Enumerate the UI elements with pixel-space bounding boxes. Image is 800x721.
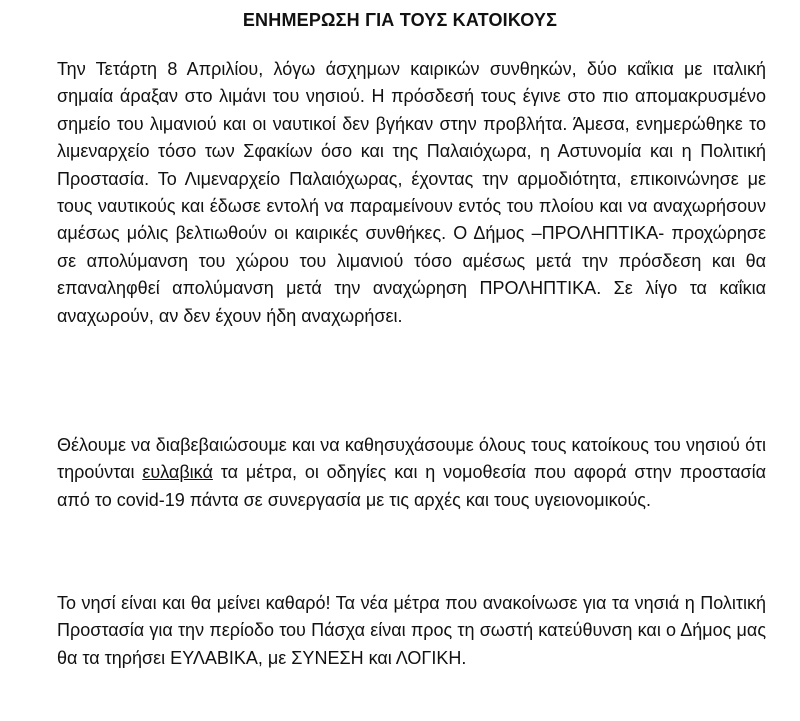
paragraph-conclusion: Το νησί είναι και θα μείνει καθαρό! Τα νέα μέτρα που ανακοίνωσε για τα νησιά η Πολιτική Προστασία για την περίοδο του Πάσχα είναι προς τη σωστή κατεύθυνση και ο Δήμος μας θα τα τηρήσει ΕΥΛΑΒΙΚΑ, με ΣΥΝΕΣΗ και ΛΟΓΙΚΗ.	[57, 593, 766, 668]
paragraph-reassurance-text-end: τα μέτρα, οι οδηγίες και η νομοθεσία που αφορά στην προστασία από το covid-19 πάντα σε συνεργασία με τις αρχές και τους υγειονομικούς.	[57, 462, 766, 510]
paragraph-reassurance-text-start: Θέλουμε να διαβεβαιώσουμε και να καθησυχάσουμε όλους τους κατοίκους του νησιού ότι τηρούνται	[57, 435, 766, 483]
underlined-emphasis: ευλαβικά	[142, 462, 213, 483]
document-title: ΕΝΗΜΕΡΩΣΗ ΓΙΑ ΤΟΥΣ ΚΑΤΟΙΚΟΥΣ	[242, 10, 558, 30]
paragraph-reassurance	[57, 432, 766, 514]
paragraph-incident-report: Την Τετάρτη 8 Απριλίου, λόγω άσχημων καιρικών συνθηκών, δύο καΐκια με ιταλική σημαία άραξαν στο λιμάνι του νησιού. Η πρόσδεσή τους έγινε στο πιο απομακρυσμένο σημείο του λιμανιού και οι ναυτικοί δεν βγήκαν στην προβλήτα. Άμεσα, ενημερώθηκε το λιμεναρχείο τόσο των Σφακίων όσο και της Παλαιόχωρα, η Αστυνομία και η Πολιτική Προστασία. Το Λιμεναρχείο Παλαιόχωρας, έχοντας την αρμοδιότητα, επικοινώνησε με τους ναυτικούς και έδωσε εντολή να παραμείνουν εντός του πλοίου και να αναχωρήσουν αμέσως μόλις βελτιωθούν οι καιρικές συνθήκες. Ο Δήμος –ΠΡΟΛΗΠΤΙΚΑ- προχώρησε σε απολύμανση του χώρου του λιμανιού τόσο αμέσως μετά την πρόσδεση και θα επαναληφθεί απολύμανση μετά την αναχώρηση ΠΡΟΛΗΠΤΙΚΑ. Σε λίγο τα καΐκια αναχωρούν, αν δεν έχουν ήδη αναχωρήσει.	[57, 59, 766, 326]
